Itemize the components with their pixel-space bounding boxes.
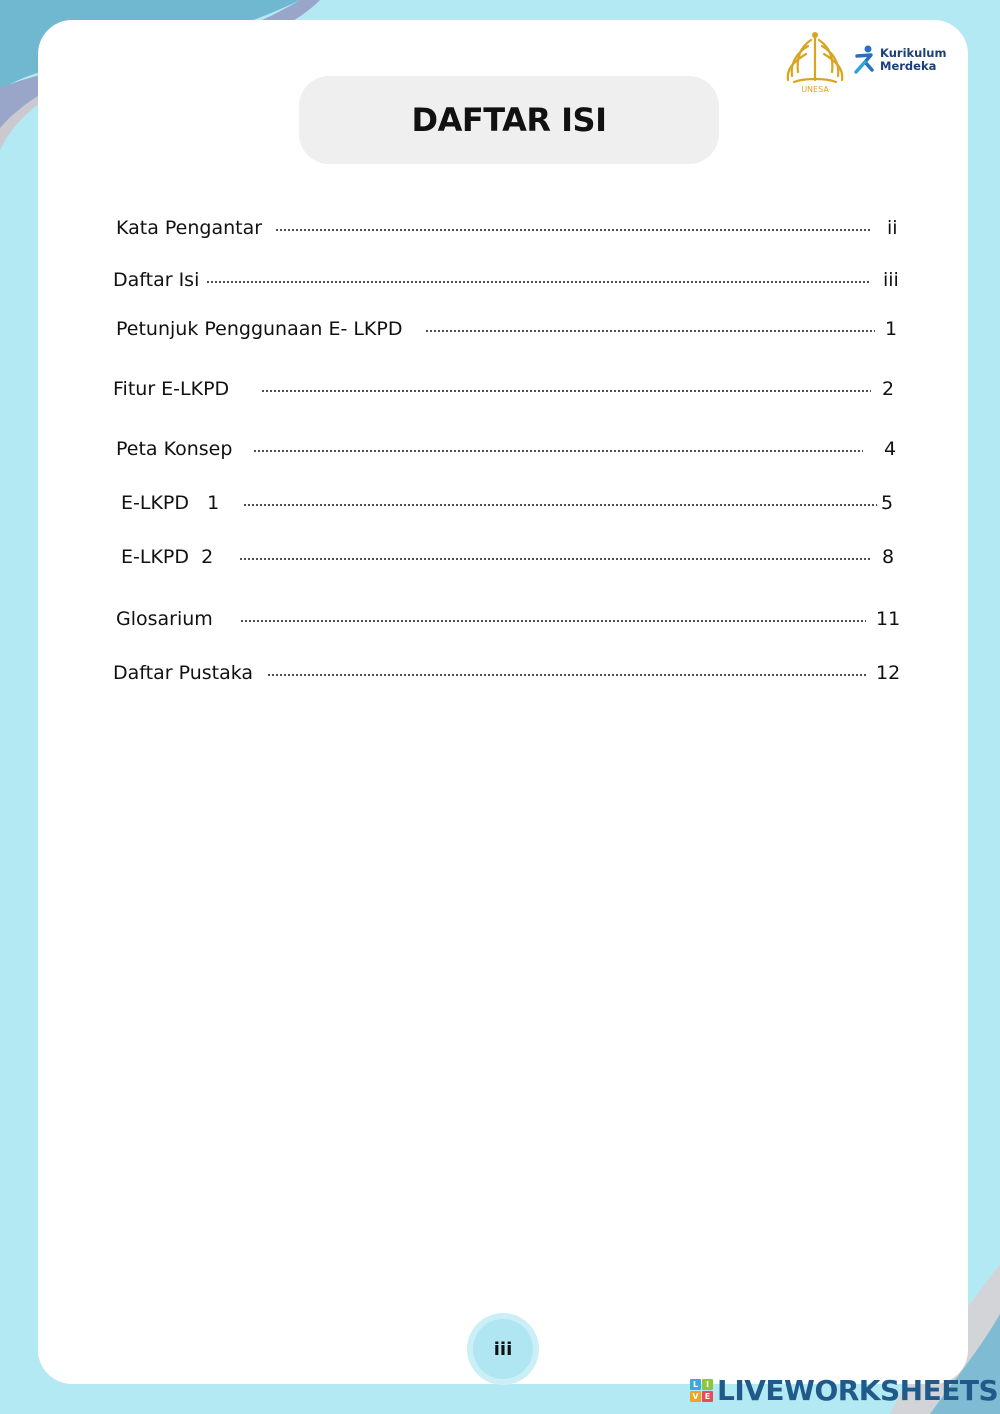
liveworksheets-logo-icon (690, 1379, 713, 1402)
toc-page-number: 8 (882, 546, 895, 568)
toc-leader-dots (425, 330, 875, 332)
toc-leader-dots (267, 674, 866, 676)
toc-label: Fitur E-LKPD (113, 378, 230, 400)
unesa-logo-label: UNESA (801, 85, 829, 94)
liveworksheets-text: LIVEWORKSHEETS (717, 1373, 999, 1407)
toc-row-petunjuk-penggunaan[interactable] (0, 314, 1000, 344)
toc-page-number: 4 (884, 438, 897, 460)
kurikulum-merdeka-logo (852, 44, 952, 76)
page-number: iii (473, 1319, 533, 1379)
toc-row-kata-pengantar[interactable] (0, 213, 1000, 243)
logo-letter: L (690, 1379, 701, 1390)
toc-row-fitur-elkpd[interactable] (0, 374, 1000, 404)
toc-row-elkpd-2[interactable] (0, 542, 1000, 572)
title-banner (299, 76, 719, 164)
unesa-logo-icon (782, 28, 848, 96)
toc-page-number: 1 (885, 318, 898, 340)
toc-row-peta-konsep[interactable] (0, 434, 1000, 464)
toc-label: Petunjuk Penggunaan E- LKPD (116, 318, 403, 340)
toc-label: Daftar Isi (113, 269, 200, 291)
merdeka-line: Merdeka (880, 59, 937, 73)
logo-letter: E (702, 1391, 713, 1402)
toc-label: Glosarium (116, 608, 213, 630)
toc-leader-dots (275, 229, 872, 231)
toc-page-number: iii (883, 269, 899, 291)
toc-row-elkpd-1[interactable] (0, 488, 1000, 518)
kurikulum-merdeka-text (880, 47, 946, 73)
toc-leader-dots (243, 504, 877, 506)
logo-letter: V (690, 1391, 701, 1402)
toc-page-number: ii (887, 217, 898, 239)
page-number-badge (467, 1313, 539, 1385)
kurikulum-line: Kurikulum (880, 46, 947, 60)
toc-page-number: 5 (881, 492, 894, 514)
toc-label: Kata Pengantar (116, 217, 263, 239)
toc-page-number: 11 (876, 608, 901, 630)
liveworksheets-watermark[interactable] (690, 1372, 998, 1408)
toc-page-number: 2 (882, 378, 895, 400)
kurikulum-figure-icon (852, 44, 876, 76)
toc-page-number: 12 (876, 662, 901, 684)
toc-row-daftar-pustaka[interactable] (0, 658, 1000, 688)
toc-row-glosarium[interactable] (0, 604, 1000, 634)
toc-leader-dots (239, 558, 871, 560)
toc-leader-dots (206, 281, 869, 283)
toc-label: E-LKPD 2 (121, 546, 214, 568)
toc-label: E-LKPD 1 (121, 492, 220, 514)
toc-row-daftar-isi[interactable] (0, 265, 1000, 295)
toc-label: Peta Konsep (116, 438, 233, 460)
toc-leader-dots (261, 390, 871, 392)
logo-letter: I (702, 1379, 713, 1390)
toc-leader-dots (240, 620, 866, 622)
toc-label: Daftar Pustaka (113, 662, 254, 684)
toc-leader-dots (253, 450, 863, 452)
page-title: DAFTAR ISI (411, 101, 607, 139)
